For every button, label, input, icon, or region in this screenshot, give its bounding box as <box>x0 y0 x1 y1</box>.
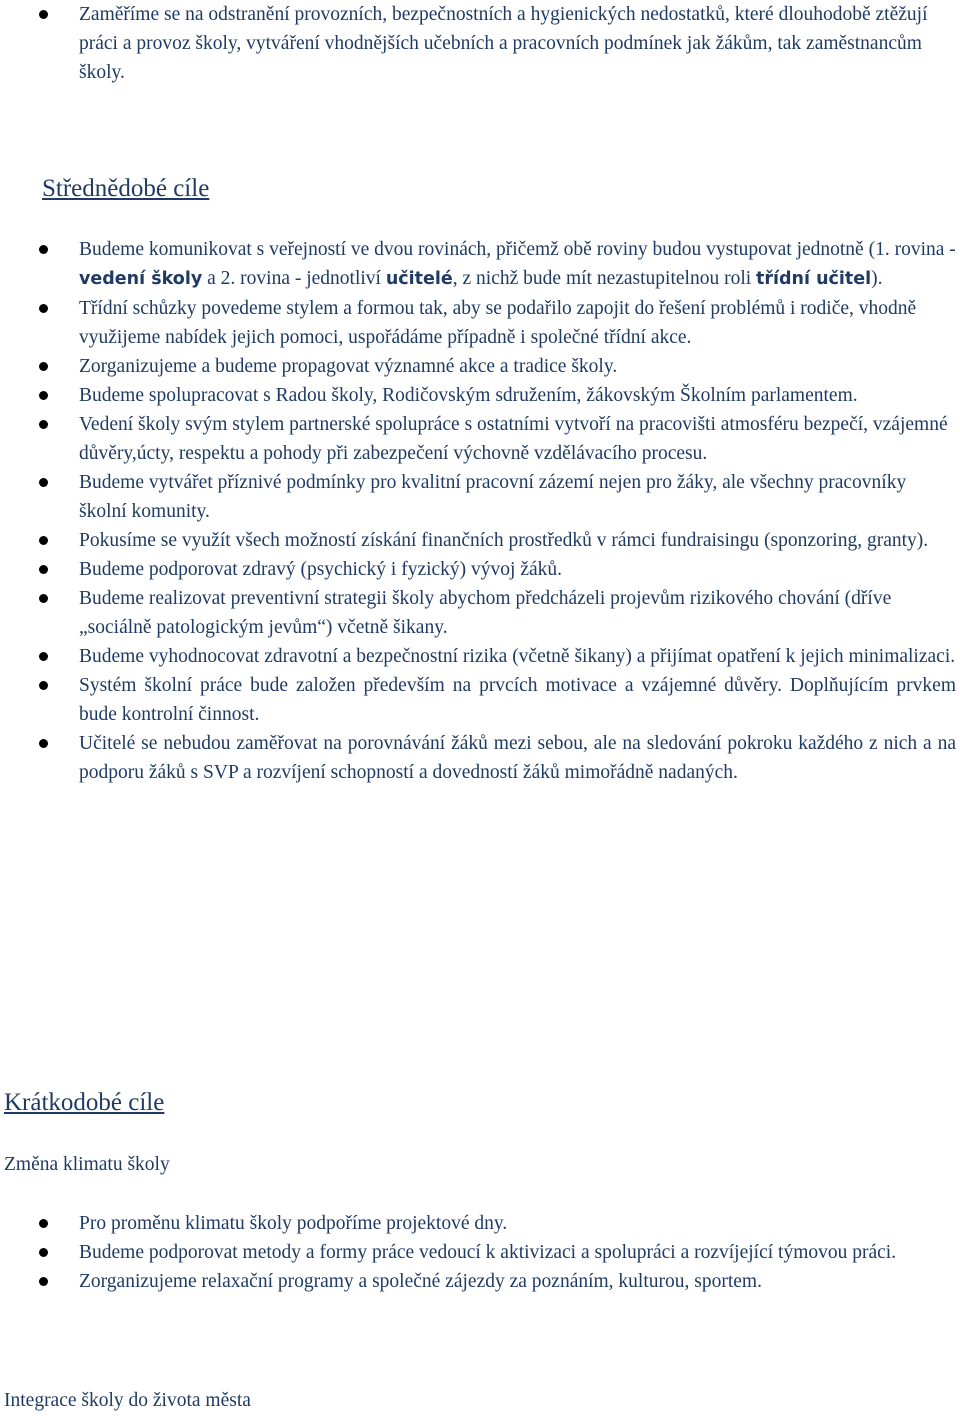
bullet-icon <box>39 10 48 19</box>
bullet-icon <box>39 565 48 574</box>
list-item: Pro proměnu klimatu školy podpoříme projektové dny. <box>0 1209 960 1238</box>
list-item: Budeme spolupracovat s Radou školy, Rodičovským sdružením, žákovským Školním parlamentem. <box>0 381 960 410</box>
section-heading-strednedobe: Střednědobé cíle <box>42 175 210 202</box>
bullet-icon <box>39 362 48 371</box>
list-item: Vedení školy svým stylem partnerské spolupráce s ostatními vytvoří na pracovišti atmosféru bezpečí, vzájemné důvěry,úcty, respektu a pohody při zabezpečení výchovně vzdělávacího procesu. <box>0 410 960 468</box>
list-item: Třídní schůzky povedeme stylem a formou tak, aby se podařilo zapojit do řešení problémů i rodiče, vhodně využijeme nabídek jejich pomoci, uspořádáme případně i společné třídní akce. <box>0 294 960 352</box>
bullet-icon <box>39 391 48 400</box>
list-item: Budeme podporovat zdravý (psychický i fyzický) vývoj žáků. <box>0 555 960 584</box>
bullet-icon <box>39 739 48 748</box>
list-item: Pokusíme se využít všech možností získání finančních prostředků v rámci fundraisingu (sponzoring, granty). <box>0 526 960 555</box>
subheading-zmena-klimatu: Změna klimatu školy <box>4 1154 170 1175</box>
strednedobe-list <box>0 235 960 787</box>
bullet-icon <box>39 304 48 313</box>
list-item: Budeme komunikovat s veřejností ve dvou rovinách, přičemž obě roviny budou vystupovat jednotně (1. rovina - vedení školy a 2. rovina - jednotliví učitelé, z nichž bude mít nezastupitelnou roli třídní učitel). <box>0 235 960 294</box>
bullet-icon <box>39 594 48 603</box>
bullet-icon <box>39 681 48 690</box>
list-item: Budeme realizovat preventivní strategii školy abychom předcházeli projevům rizikového chování (dříve „sociálně patologickým jevům“) včetně šikany. <box>0 584 960 642</box>
bullet-icon <box>39 652 48 661</box>
section-heading-kratkodobe: Krátkodobé cíle <box>4 1089 165 1116</box>
list-item: Zaměříme se na odstranění provozních, bezpečnostních a hygienických nedostatků, které dlouhodobě ztěžují práci a provoz školy, vytváření vhodnějších učebních a pracovních podmínek jak žákům, tak zaměstnancům školy. <box>0 0 960 87</box>
intro-list <box>0 0 960 87</box>
bullet-icon <box>39 1219 48 1228</box>
bullet-icon <box>39 420 48 429</box>
list-item: Systém školní práce bude založen především na prvcích motivace a vzájemné důvěry. Doplňujícím prvkem bude kontrolní činnost. <box>0 671 960 729</box>
bullet-icon <box>39 536 48 545</box>
list-item: Budeme vyhodnocovat zdravotní a bezpečnostní rizika (včetně šikany) a přijímat opatření k jejich minimalizaci. <box>0 642 960 671</box>
bullet-icon <box>39 245 48 254</box>
subheading-integrace: Integrace školy do života města <box>4 1390 251 1411</box>
bullet-icon <box>39 1248 48 1257</box>
bullet-icon <box>39 1277 48 1286</box>
list-item: Budeme vytvářet příznivé podmínky pro kvalitní pracovní zázemí nejen pro žáky, ale všechny pracovníky školní komunity. <box>0 468 960 526</box>
list-item: Učitelé se nebudou zaměřovat na porovnávání žáků mezi sebou, ale na sledování pokroku každého z nich a na podporu žáků s SVP a rozvíjení schopností a dovedností žáků mimořádně nadaných. <box>0 729 960 787</box>
list-item: Zorganizujeme relaxační programy a společné zájezdy za poznáním, kulturou, sportem. <box>0 1267 960 1296</box>
kratkodobe-list <box>0 1209 960 1296</box>
bullet-icon <box>39 478 48 487</box>
list-item: Zorganizujeme a budeme propagovat významné akce a tradice školy. <box>0 352 960 381</box>
list-item: Budeme podporovat metody a formy práce vedoucí k aktivizaci a spolupráci a rozvíjející týmovou práci. <box>0 1238 960 1267</box>
